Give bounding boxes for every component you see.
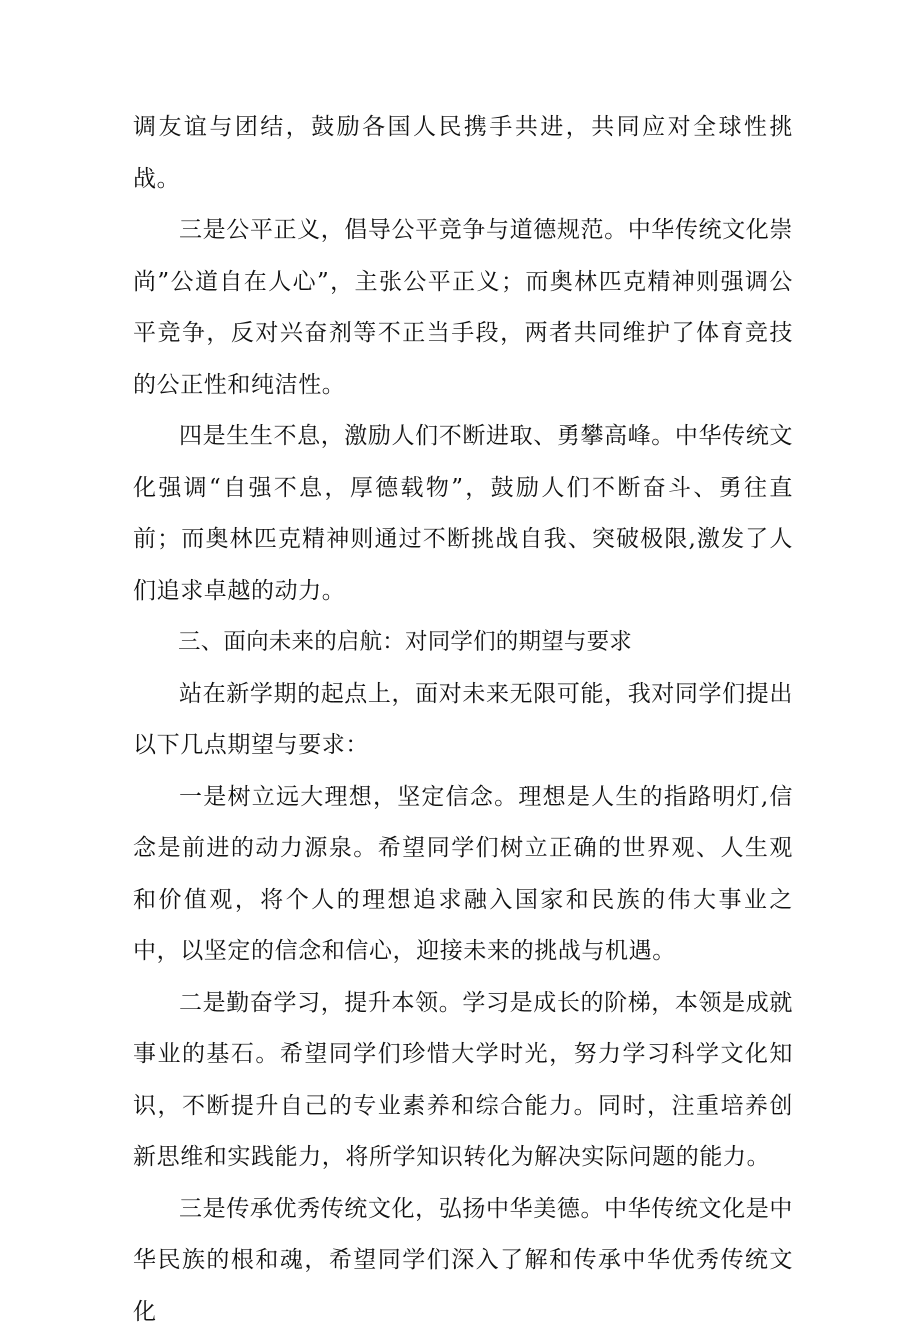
paragraph-ideals: 一是树立远大理想，坚定信念。理想是人生的指路明灯,信念是前进的动力源泉。希望同学们树立正确的世界观、人生观和价值观，将个人的理想追求融入国家和民族的伟大事业之中，以坚定的信念和信心，迎接未来的挑战与机遇。: [133, 772, 793, 978]
paragraph-perseverance: 四是生生不息，激励人们不断进取、勇攀高峰。中华传统文化强调“自强不息，厚德载物”，鼓励人们不断奋斗、勇往直前；而奥林匹克精神则通过不断挑战自我、突破极限,激发了人们追求卓越的动力。: [133, 411, 793, 617]
paragraph-study: 二是勤奋学习，提升本领。学习是成长的阶梯，本领是成就事业的基石。希望同学们珍惜大学时光，努力学习科学文化知识，不断提升自己的专业素养和综合能力。同时，注重培养创新思维和实践能力，将所学知识转化为解决实际问题的能力。: [133, 978, 793, 1184]
paragraph-continuation: 调友谊与团结，鼓励各国人民携手共进，共同应对全球性挑战。: [133, 102, 793, 205]
paragraph-intro: 站在新学期的起点上，面对未来无限可能，我对同学们提出以下几点期望与要求：: [133, 669, 793, 772]
document-body: [133, 102, 793, 1338]
paragraph-fairness: 三是公平正义，倡导公平竞争与道德规范。中华传统文化崇尚”公道自在人心”，主张公平正义；而奥林匹克精神则强调公平竞争，反对兴奋剂等不正当手段，两者共同维护了体育竞技的公正性和纯洁性。: [133, 205, 793, 411]
section-heading: 三、面向未来的启航：对同学们的期望与要求: [133, 617, 793, 669]
paragraph-culture: 三是传承优秀传统文化，弘扬中华美德。中华传统文化是中华民族的根和魂，希望同学们深入了解和传承中华优秀传统文化: [133, 1184, 793, 1338]
